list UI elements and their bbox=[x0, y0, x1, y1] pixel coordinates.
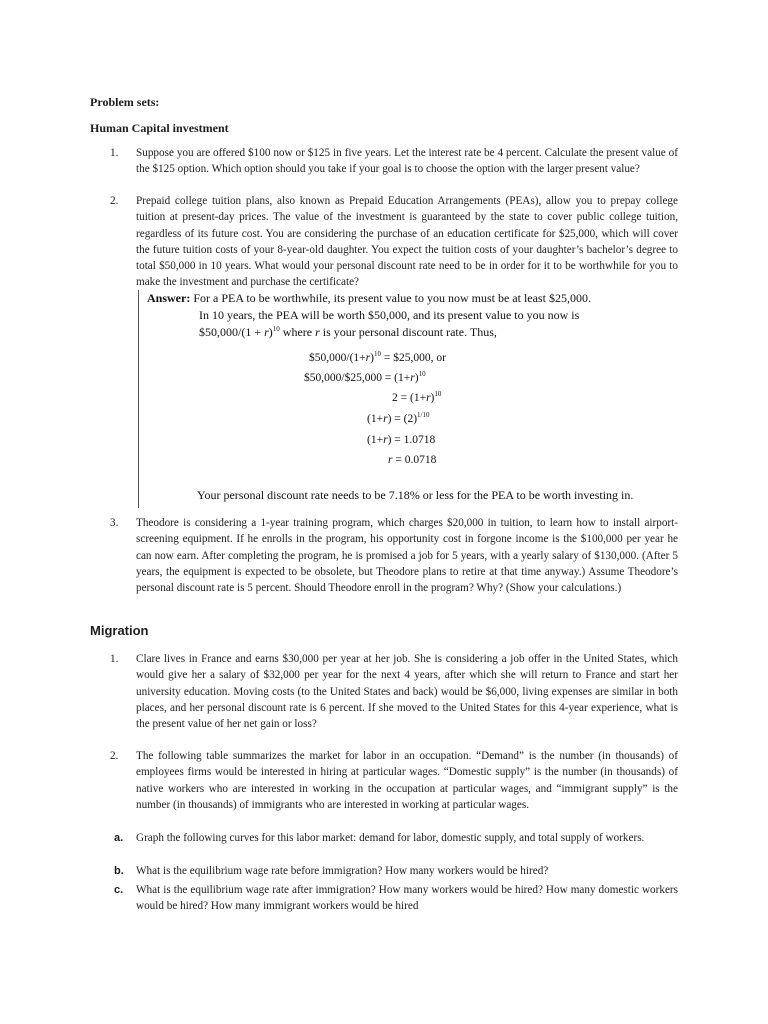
problem-text: Prepaid college tuition plans, also known as Prepaid Education Arrangements (PEAs), allow you to prepay college tuition at present-day prices. The value of the investment is guaranteed by the state to cover public college tuition, regardless of its future cost. You are considering the purchase of an education certificate for $25,000, which will cover the future tuition costs of your 8-year-old daughter. You expect the tuition costs of your daughter’s bachelor’s degree to total $50,000 in 10 years. What would your personal discount rate need to be in order for it to be worthwhile for you to make the investment and purchase the certificate? bbox=[136, 195, 678, 289]
problem-text: The following table summarizes the market for labor in an occupation. “Demand” is the number (in thousands) of employees firms would be interested in hiring at particular wages. “Domestic supply” is the number (in thousands) of native workers who are interested in working in the occupation at particular wages, and “immigrant supply” is the number (in thousands) of immigrants who are interested in working at particular wages. bbox=[136, 750, 678, 811]
sub-question-c bbox=[114, 882, 678, 915]
equation-5: (1+r) = 1.0718 bbox=[367, 434, 436, 446]
migration-problem-2 bbox=[110, 748, 678, 813]
answer-conclusion: Your personal discount rate needs to be 7.18% or less for the PEA to be worth investing in. bbox=[197, 488, 634, 502]
sub-question-text: Graph the following curves for this labor market: demand for labor, domestic supply, and total supply of workers. bbox=[136, 832, 645, 844]
sub-question-text: What is the equilibrium wage rate before immigration? How many workers would be hired? bbox=[136, 865, 549, 877]
answer-line-1: For a PEA to be worthwhile, its present value to you now must be at least $25,000. bbox=[193, 291, 591, 305]
heading-problem-sets: Problem sets: bbox=[90, 95, 160, 109]
migration-problem-1 bbox=[110, 651, 678, 732]
problem-number: 2. bbox=[110, 195, 119, 207]
heading-human-capital: Human Capital investment bbox=[90, 121, 229, 135]
answer-line-3: $50,000/(1 + r)$^{10}$ where r is your personal discount rate. Thus, bbox=[199, 325, 497, 339]
sub-question-text: What is the equilibrium wage rate after immigration? How many workers would be hired? How many domestic workers would be hired? How many immigrant workers would be hired bbox=[136, 884, 678, 913]
heading-migration: Migration bbox=[90, 623, 149, 638]
answer-line-2: In 10 years, the PEA will be worth $50,000, and its present value to you now is bbox=[199, 308, 580, 322]
equation-2: $50,000/$25,000 = $(1+r)^{10}$ bbox=[304, 370, 426, 384]
equation-6: r = 0.0718 bbox=[388, 454, 437, 466]
equation-1: $\$50,000/(1+r)^{10}$ = $25,000, or bbox=[309, 350, 446, 364]
equation-4: $(1+r) = (2)^{1/10}$ bbox=[367, 411, 430, 425]
problem-text: Theodore is considering a 1-year training program, which charges $20,000 in tuition, to learn how to install airport-screening equipment. If he enrolls in the program, his opportunity cost in forgone income is the $100,000 per year he can now earn. After completing the program, he is promised a job for 5 years, with a yearly salary of $130,000. (After 5 years, the equipment is expected to be obsolete, but Theodore plans to retire at that time anyway.) Assume Theodore’s personal discount rate is 5 percent. Should Theodore enroll in the program? Why? (Show your calculations.) bbox=[136, 517, 678, 595]
answer-box bbox=[138, 290, 664, 508]
sub-question-letter: c. bbox=[114, 884, 124, 896]
problem-text: Clare lives in France and earns $30,000 per year at her job. She is considering a job offer in the United States, which would give her a salary of $32,000 per year for the next 4 years, after which she will return to France and start her university education. Moving costs (to the United States and back) would be $6,000, living expenses are similar in both places, and her personal discount rate is 6 percent. If she moved to the United States for this 4-year experience, what is the present value of her net gain or loss? bbox=[136, 653, 678, 731]
problem-number: 3. bbox=[110, 517, 119, 529]
sub-question-a bbox=[114, 830, 678, 846]
problem-3 bbox=[110, 515, 678, 596]
sub-question-b bbox=[114, 863, 678, 879]
problem-number: 1. bbox=[110, 653, 119, 665]
problem-text: Suppose you are offered $100 now or $125 in five years. Let the interest rate be 4 percent. Calculate the present value of the $125 option. Which option should you take if your goal is to choose the option with the larger present value? bbox=[136, 147, 678, 176]
problem-2 bbox=[110, 193, 678, 291]
answer-text bbox=[147, 290, 657, 341]
answer-label: Answer: bbox=[147, 291, 191, 305]
problem-number: 1. bbox=[110, 147, 119, 159]
sub-question-letter: b. bbox=[114, 865, 124, 877]
problem-number: 2. bbox=[110, 750, 119, 762]
equation-3: $2 = (1+r)^{10}$ bbox=[392, 390, 442, 404]
sub-question-letter: a. bbox=[114, 832, 124, 844]
problem-1 bbox=[110, 145, 678, 178]
